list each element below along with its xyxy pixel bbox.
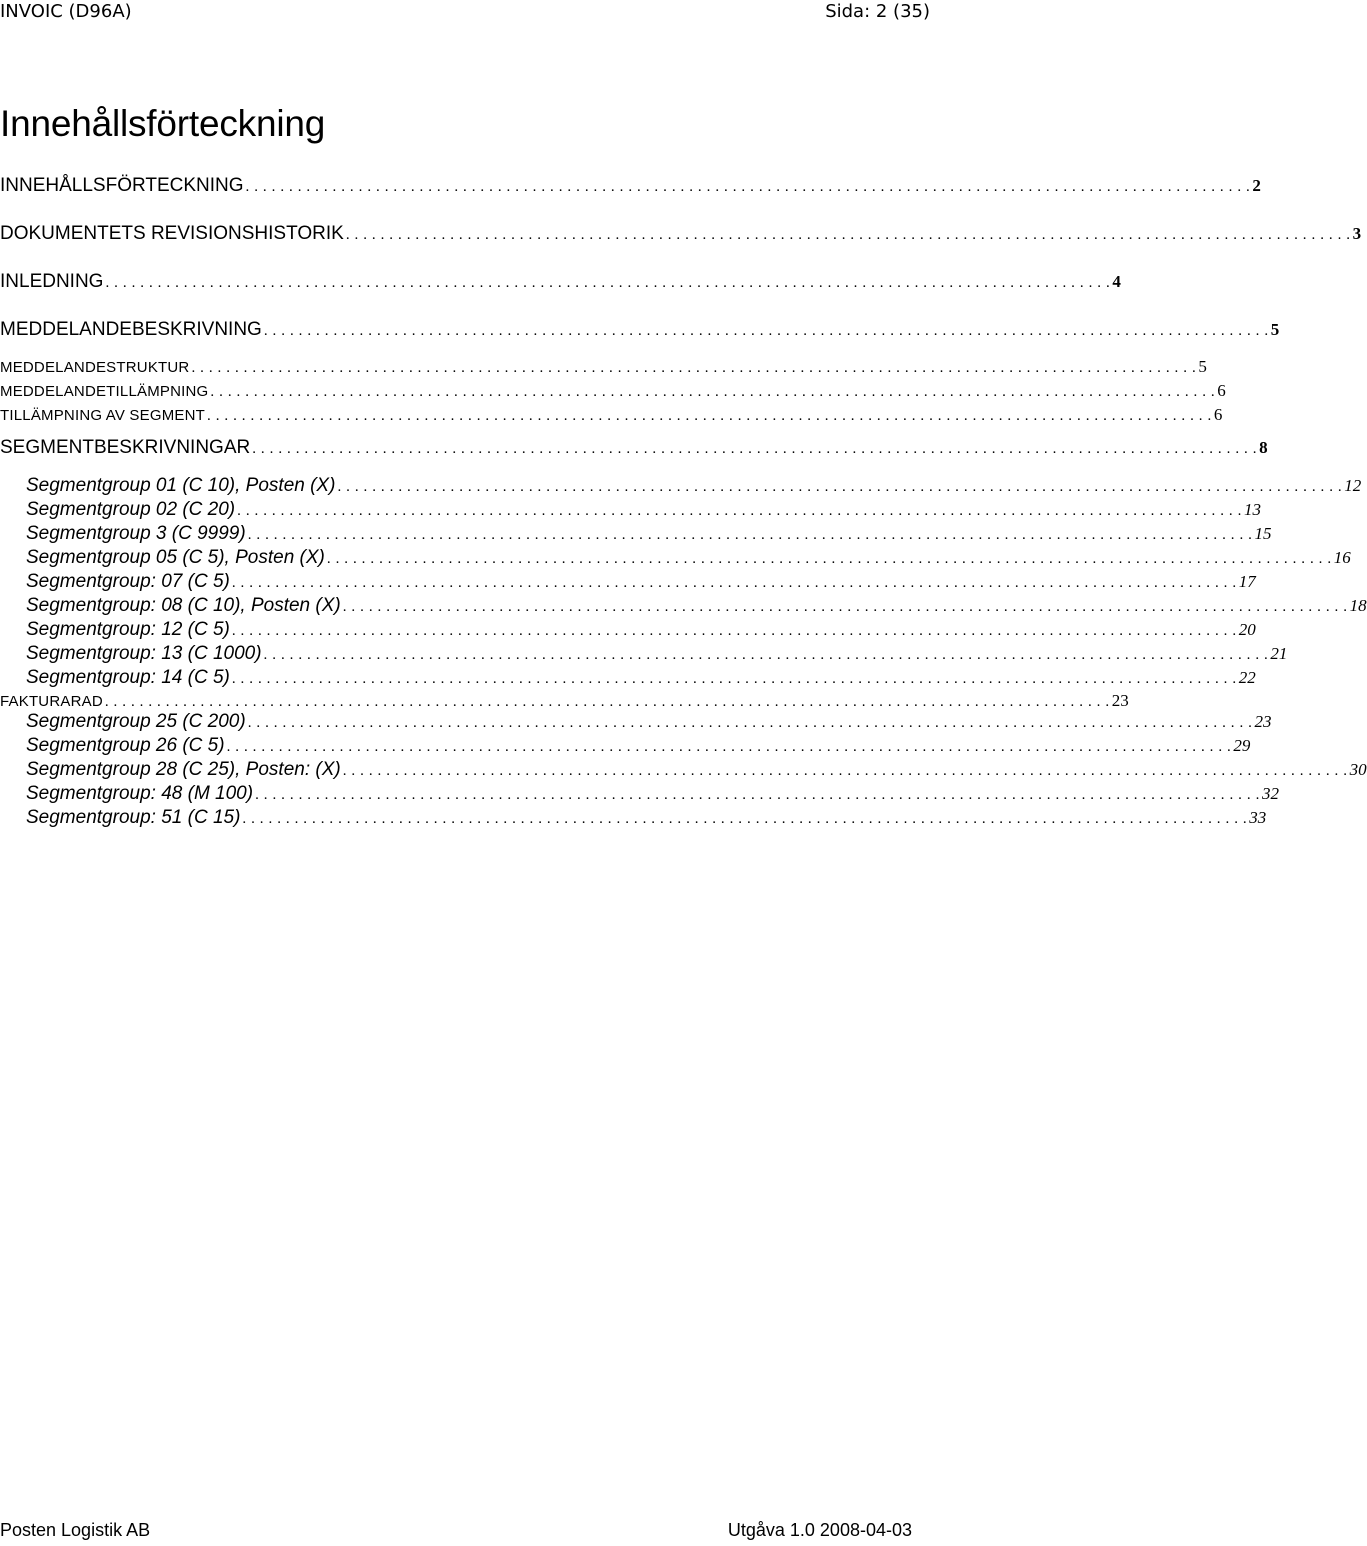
toc-entry-page: 22 [1238,668,1256,687]
toc-entry-segmentgroup-26[interactable] [26,735,1251,756]
toc-entry-label: SEGMENTBESKRIVNINGAR [0,437,251,458]
toc-leader-dots: . . . . . . . . . . . . . . . . . . . . . . . . . . . . . . . . . . . . . . . . . . . . . . . . . . . . . . . . . . . . . . . . . . . . . . . . . . . . . . . . . . . . . . . . . . . . . . . . . . . . . . . . . . . . . . . . . . . . [104,694,1110,710]
toc-entry-page: 29 [1233,736,1251,755]
toc-entry-label: Segmentgroup: 08 (C 10), Posten (X) [26,595,341,616]
toc-entry-label: Segmentgroup: 51 (C 15) [26,807,241,828]
toc-entry-page: 33 [1249,808,1267,827]
toc-entry-segmentgroup-01[interactable] [26,475,1362,496]
toc-entry-segmentgroup-08[interactable] [26,595,1367,616]
page-title: Innehållsförteckning [0,103,326,144]
toc-entry-page: 13 [1243,500,1261,519]
toc-leader-dots: . . . . . . . . . . . . . . . . . . . . . . . . . . . . . . . . . . . . . . . . . . . . . . . . . . . . . . . . . . . . . . . . . . . . . . . . . . . . . . . . . . . . . . . . . . . . . . . . . . . . . . . . . . . . . . . . . . . . [226,739,1232,755]
page-footer [0,1520,960,1546]
toc-entry-label: Segmentgroup 02 (C 20) [26,499,236,520]
toc-entry-label: INNEHÅLLSFÖRTECKNING [0,175,244,196]
toc-entry-page: 23 [1111,691,1129,710]
toc-leader-dots: . . . . . . . . . . . . . . . . . . . . . . . . . . . . . . . . . . . . . . . . . . . . . . . . . . . . . . . . . . . . . . . . . . . . . . . . . . . . . . . . . . . . . . . . . . . . . . . . . . . . . . . . . . . . . . . . . . . . [342,763,1348,779]
toc-entry-label: Segmentgroup 3 (C 9999) [26,523,246,544]
toc-leader-dots: . . . . . . . . . . . . . . . . . . . . . . . . . . . . . . . . . . . . . . . . . . . . . . . . . . . . . . . . . . . . . . . . . . . . . . . . . . . . . . . . . . . . . . . . . . . . . . . . . . . . . . . . . . . . . . . . . . . . [263,647,1269,663]
toc-entry-label: Segmentgroup: 07 (C 5) [26,571,230,592]
toc-entry-page: 8 [1259,438,1268,457]
toc-entry-segmentgroup-12[interactable] [26,619,1256,640]
toc-entry-tillampning-av-segment[interactable] [0,405,1223,424]
toc-entry-segmentgroup-02[interactable] [26,499,1261,520]
toc-entry-label: MEDDELANDETILLÄMPNING [0,383,209,400]
toc-leader-dots: . . . . . . . . . . . . . . . . . . . . . . . . . . . . . . . . . . . . . . . . . . . . . . . . . . . . . . . . . . . . . . . . . . . . . . . . . . . . . . . . . . . . . . . . . . . . . . . . . . . . . . . . . . . . . . . . . . . . [237,503,1242,519]
toc-entry-page: 5 [1198,357,1207,376]
toc-leader-dots: . . . . . . . . . . . . . . . . . . . . . . . . . . . . . . . . . . . . . . . . . . . . . . . . . . . . . . . . . . . . . . . . . . . . . . . . . . . . . . . . . . . . . . . . . . . . . . . . . . . . . . . . . . . . . . . . . . . . [247,715,1253,731]
toc-entry-segmentgroup-28[interactable] [26,759,1367,780]
toc-entry-page: 23 [1254,712,1272,731]
toc-entry-page: 3 [1352,224,1362,243]
toc-entry-meddelandebeskrivning[interactable] [0,319,1280,340]
toc-leader-dots: . . . . . . . . . . . . . . . . . . . . . . . . . . . . . . . . . . . . . . . . . . . . . . . . . . . . . . . . . . . . . . . . . . . . . . . . . . . . . . . . . . . . . . . . . . . . . . . . . . . . . . . . . . . . . . . . . . . . [247,527,1253,543]
toc-entry-segmentgroup-05[interactable] [26,547,1351,568]
toc-entry-page: 2 [1252,176,1261,195]
toc-entry-label: Segmentgroup: 12 (C 5) [26,619,230,640]
toc-leader-dots: . . . . . . . . . . . . . . . . . . . . . . . . . . . . . . . . . . . . . . . . . . . . . . . . . . . . . . . . . . . . . . . . . . . . . . . . . . . . . . . . . . . . . . . . . . . . . . . . . . . . . . . . . . . . . . . . . . . . [326,551,1332,567]
toc-entry-label: TILLÄMPNING AV SEGMENT [0,407,205,424]
toc-leader-dots: . . . . . . . . . . . . . . . . . . . . . . . . . . . . . . . . . . . . . . . . . . . . . . . . . . . . . . . . . . . . . . . . . . . . . . . . . . . . . . . . . . . . . . . . . . . . . . . . . . . . . . . . . . . . . . . . . . . . [210,384,1216,400]
toc-leader-dots: . . . . . . . . . . . . . . . . . . . . . . . . . . . . . . . . . . . . . . . . . . . . . . . . . . . . . . . . . . . . . . . . . . . . . . . . . . . . . . . . . . . . . . . . . . . . . . . . . . . . . . . . . . . . . . . . . . . . [245,179,1251,195]
toc-entry-label: Segmentgroup: 48 (M 100) [26,783,254,804]
toc-entry-page: 21 [1270,644,1288,663]
toc-leader-dots: . . . . . . . . . . . . . . . . . . . . . . . . . . . . . . . . . . . . . . . . . . . . . . . . . . . . . . . . . . . . . . . . . . . . . . . . . . . . . . . . . . . . . . . . . . . . . . . . . . . . . . . . . . . . . . . . . . . . [342,599,1348,615]
toc-entry-segmentgroup-14[interactable] [26,667,1256,688]
toc-leader-dots: . . . . . . . . . . . . . . . . . . . . . . . . . . . . . . . . . . . . . . . . . . . . . . . . . . . . . . . . . . . . . . . . . . . . . . . . . . . . . . . . . . . . . . . . . . . . . . . . . . . . . . . . . . . . . . . . . . . . [337,479,1343,495]
toc-entry-page: 4 [1112,272,1121,291]
toc-entry-page: 18 [1349,596,1367,615]
toc-entry-page: 32 [1261,784,1279,803]
toc-leader-dots: . . . . . . . . . . . . . . . . . . . . . . . . . . . . . . . . . . . . . . . . . . . . . . . . . . . . . . . . . . . . . . . . . . . . . . . . . . . . . . . . . . . . . . . . . . . . . . . . . . . . . . . . . . . . . . . . . . . . [191,360,1197,376]
toc-entry-page: 16 [1333,548,1351,567]
toc-entry-page: 20 [1238,620,1256,639]
toc-entry-label: Segmentgroup 05 (C 5), Posten (X) [26,547,325,568]
toc-entry-innehallsforteckning[interactable] [0,175,1261,196]
toc-entry-segmentgroup-07[interactable] [26,571,1256,592]
toc-entry-label: MEDDELANDESTRUKTUR [0,359,190,376]
toc-entry-label: Segmentgroup: 14 (C 5) [26,667,230,688]
toc-leader-dots: . . . . . . . . . . . . . . . . . . . . . . . . . . . . . . . . . . . . . . . . . . . . . . . . . . . . . . . . . . . . . . . . . . . . . . . . . . . . . . . . . . . . . . . . . . . . . . . . . . . . . . . . . . . . . . . . . . . . [207,408,1212,424]
toc-entry-segmentgroup-51[interactable] [26,807,1267,828]
toc-entry-segmentbeskrivningar[interactable] [0,437,1268,458]
toc-entry-meddelandestruktur[interactable] [0,357,1207,376]
toc-entry-page: 30 [1349,760,1367,779]
toc-leader-dots: . . . . . . . . . . . . . . . . . . . . . . . . . . . . . . . . . . . . . . . . . . . . . . . . . . . . . . . . . . . . . . . . . . . . . . . . . . . . . . . . . . . . . . . . . . . . . . . . . . . . . . . . . . . . . . . . . . . . [231,575,1237,591]
toc-leader-dots: . . . . . . . . . . . . . . . . . . . . . . . . . . . . . . . . . . . . . . . . . . . . . . . . . . . . . . . . . . . . . . . . . . . . . . . . . . . . . . . . . . . . . . . . . . . . . . . . . . . . . . . . . . . . . . . . . . . . [242,811,1248,827]
toc-leader-dots: . . . . . . . . . . . . . . . . . . . . . . . . . . . . . . . . . . . . . . . . . . . . . . . . . . . . . . . . . . . . . . . . . . . . . . . . . . . . . . . . . . . . . . . . . . . . . . . . . . . . . . . . . . . . . . . . . . . . [263,323,1269,339]
toc-entry-label: FAKTURARAD [0,693,103,710]
footer-edition: Utgåva 1.0 2008-04-03 [727,1520,912,1540]
toc-entry-page: 6 [1217,381,1226,400]
toc-entry-label: Segmentgroup 25 (C 200) [26,711,246,732]
toc-entry-segmentgroup-13[interactable] [26,643,1288,664]
toc-entry-label: MEDDELANDEBESKRIVNING [0,319,262,340]
toc-entry-fakturarad[interactable] [0,691,1129,710]
toc-entry-label: Segmentgroup 01 (C 10), Posten (X) [26,475,336,496]
toc-leader-dots: . . . . . . . . . . . . . . . . . . . . . . . . . . . . . . . . . . . . . . . . . . . . . . . . . . . . . . . . . . . . . . . . . . . . . . . . . . . . . . . . . . . . . . . . . . . . . . . . . . . . . . . . . . . . . . . . . . . . [231,671,1237,687]
toc-entry-inledning[interactable] [0,271,1121,292]
toc-entry-page: 12 [1344,476,1362,495]
toc-entry-label: Segmentgroup: 13 (C 1000) [26,643,262,664]
toc-leader-dots: . . . . . . . . . . . . . . . . . . . . . . . . . . . . . . . . . . . . . . . . . . . . . . . . . . . . . . . . . . . . . . . . . . . . . . . . . . . . . . . . . . . . . . . . . . . . . . . . . . . . . . . . . . . . . . . . . . . . [105,275,1111,291]
toc-entry-page: 17 [1238,572,1256,591]
toc-entry-label: Segmentgroup 28 (C 25), Posten: (X) [26,759,341,780]
page-indicator: Sida: 2 (35) [825,1,930,22]
toc-entry-segmentgroup-25[interactable] [26,711,1272,732]
footer-company: Posten Logistik AB [0,1520,151,1540]
document-code: INVOIC (D96A) [0,1,132,22]
toc-leader-dots: . . . . . . . . . . . . . . . . . . . . . . . . . . . . . . . . . . . . . . . . . . . . . . . . . . . . . . . . . . . . . . . . . . . . . . . . . . . . . . . . . . . . . . . . . . . . . . . . . . . . . . . . . . . . . . . . . . . . [255,787,1260,803]
toc-entry-segmentgroup-48[interactable] [26,783,1279,804]
toc-entry-segmentgroup-3[interactable] [26,523,1272,544]
toc-leader-dots: . . . . . . . . . . . . . . . . . . . . . . . . . . . . . . . . . . . . . . . . . . . . . . . . . . . . . . . . . . . . . . . . . . . . . . . . . . . . . . . . . . . . . . . . . . . . . . . . . . . . . . . . . . . . . . . . . . . . [345,227,1351,243]
toc-entry-label: Segmentgroup 26 (C 5) [26,735,225,756]
toc-entry-label: DOKUMENTETS REVISIONSHISTORIK [0,223,344,244]
toc-entry-label: INLEDNING [0,271,104,292]
toc-leader-dots: . . . . . . . . . . . . . . . . . . . . . . . . . . . . . . . . . . . . . . . . . . . . . . . . . . . . . . . . . . . . . . . . . . . . . . . . . . . . . . . . . . . . . . . . . . . . . . . . . . . . . . . . . . . . . . . . . . . . [231,623,1237,639]
toc-entry-page: 5 [1270,320,1280,339]
toc-entry-page: 15 [1254,524,1272,543]
toc-entry-meddelandetillampning[interactable] [0,381,1226,400]
toc-entry-revisionshistorik[interactable] [0,223,1362,244]
toc-leader-dots: . . . . . . . . . . . . . . . . . . . . . . . . . . . . . . . . . . . . . . . . . . . . . . . . . . . . . . . . . . . . . . . . . . . . . . . . . . . . . . . . . . . . . . . . . . . . . . . . . . . . . . . . . . . . . . . . . . . . [252,441,1258,457]
toc-entry-page: 6 [1213,405,1223,424]
